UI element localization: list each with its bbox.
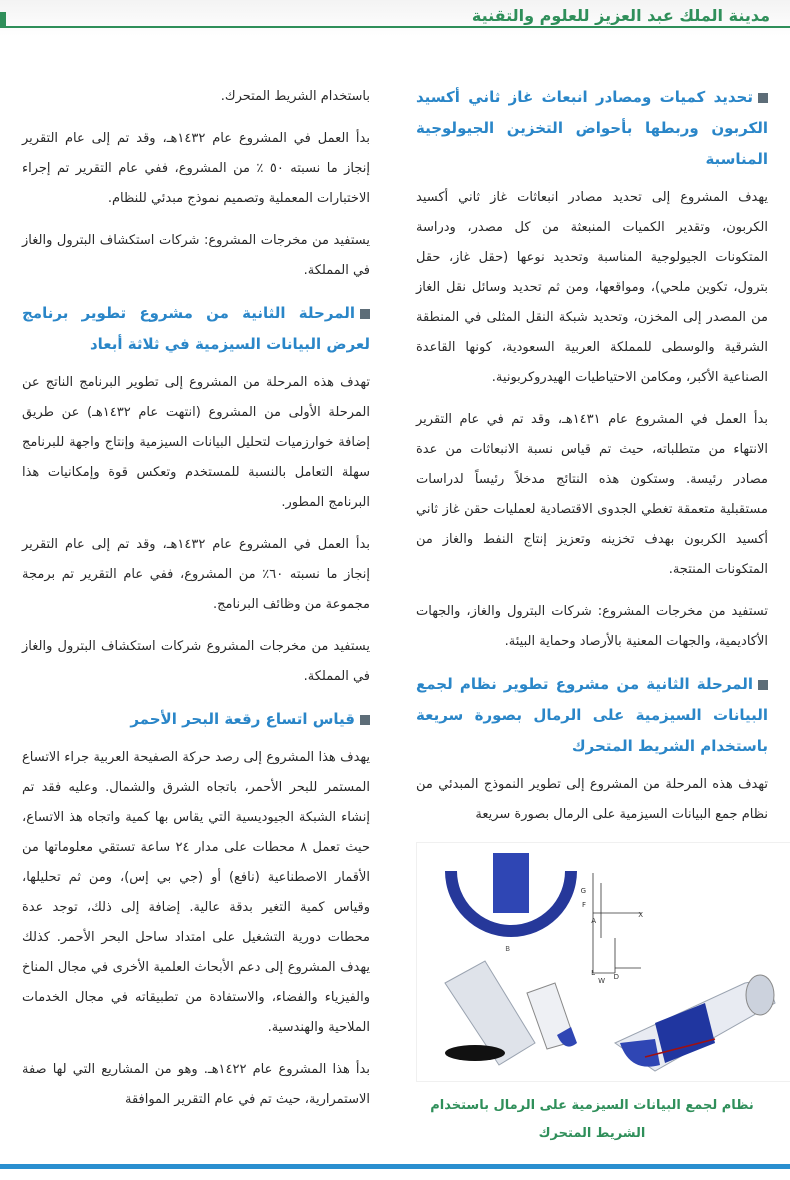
header-accent — [0, 12, 6, 26]
paragraph: بدأ هذا المشروع عام ١٤٢٢هـ. وهو من المشاريع التي لها صفة الاستمرارية، حيث تم في عام التقرير الموافقة — [22, 1062, 370, 1107]
svg-text:W: W — [598, 977, 605, 985]
paragraph: يستفيد من مخرجات المشروع شركات استكشاف البترول والغاز في المملكة. — [22, 639, 370, 684]
header-rule — [0, 26, 790, 28]
svg-text:G: G — [580, 887, 586, 895]
paragraph: يهدف المشروع إلى تحديد مصادر انبعاثات غاز ثاني أكسيد الكربون، وتقدير الكميات المنبعثة من كل مصدر، ودراسة المتكونات الجيولوجية المناسبة وتحديد نوعها (حقل غاز، حقل بترول، تكوين ملحي)، ومواقعها، ومن ثم تحديد وسائل نقل الغاز من المصدر إلى المخزن، وتحديد شبكة النقل المثلى في المنطقة الشرقية والوسطى للمملكة العربية السعودية، كونها القاعدة الصناعية الأكبر، ومكامن الاحتياطيات الهيدروكربونية. — [416, 190, 768, 385]
paragraph: تهدف هذه المرحلة من المشروع إلى تطوير النموذج المبدئي من نظام جمع البيانات السيزمية على الرمال بصورة سريعة — [416, 777, 768, 822]
paragraph: يستفيد من مخرجات المشروع: شركات استكشاف البترول والغاز في المملكة. — [22, 233, 370, 278]
bullet-square-icon — [758, 680, 768, 690]
bullet-square-icon — [360, 309, 370, 319]
paragraph: باستخدام الشريط المتحرك. — [220, 89, 370, 104]
blue-bracket-shape — [655, 1003, 715, 1063]
base-shadow-shape — [445, 1045, 505, 1061]
bullet-square-icon — [758, 93, 768, 103]
paragraph: يهدف هذا المشروع إلى رصد حركة الصفيحة العربية جراء الاتساع المستمر للبحر الأحمر، باتجاه الشرق والشمال. وعليه فقد تم إنشاء الشبكة الجيوديسية التي يقاس بها كمية واتجاه هذ الاتساع، حيث تعمل ٨ محطات على مدار ٢٤ ساعة تستقي معلوماتها من الأقمار الاصطناعية (نافع) أو (جي بي إس)، ومن ثم تحليلها، وقياس كمية التغير بدقة عالية. إضافة إلى ذلك، توجد عدة محطات دورية التشغيل على امتداد ساحل البحر الأحمر. كذلك يهدف المشروع إلى دعم الأبحاث العلمية الأخرى في مجال المناخ والفيزياء والفضاء، والاستفادة من تطبيقاته في مجال الخدمات الملاحية والهندسية. — [22, 750, 370, 1035]
svg-text:A: A — [591, 917, 596, 925]
svg-text:X: X — [638, 911, 643, 919]
left-column — [22, 82, 370, 1127]
svg-text:F: F — [581, 901, 586, 909]
paragraph: بدأ العمل في المشروع عام ١٤٣٢هـ، وقد تم إلى عام التقرير إنجاز ما نسبته ٦٠٪ من المشروع، ففي عام التقرير تم برمجة مجموعة من وظائف البرنامج. — [22, 537, 371, 612]
paragraph: تستفيد من مخرجات المشروع: شركات البترول والغاز، والجهات الأكاديمية، والجهات المعنية بالأرصاد وحماية البيئة. — [416, 604, 768, 649]
header-title: مدينة الملك عبد العزيز للعلوم والتقنية — [471, 6, 770, 25]
svg-text:L: L — [591, 969, 595, 977]
footer-rule — [0, 1164, 790, 1169]
section-heading-3d-seismic: المرحلة الثانية من مشروع تطوير برنامج لعرض البيانات السيزمية في ثلاثة أبعاد — [22, 304, 370, 353]
section-heading-co2: تحديد كميات ومصادر انبعاث غاز ثاني أكسيد الكربون وربطها بأحواض التخزين الجيولوجية المناسبة — [416, 88, 768, 168]
svg-text:D: D — [613, 973, 619, 981]
dimension-lines — [593, 873, 641, 973]
mount-block-shape — [493, 853, 529, 913]
section-heading-red-sea: قياس اتساع رقعة البحر الأحمر — [22, 704, 370, 735]
section-heading-seismic-sand: المرحلة الثانية من مشروع تطوير نظام لجمع البيانات السيزمية على الرمال بصورة سريعة باستخدام الشريط المتحرك — [416, 675, 768, 755]
figure-caption: نظام لجمع البيانات السيزمية على الرمال باستخدام الشريط المتحرك — [430, 1098, 754, 1141]
belt-system-illustration — [415, 843, 790, 1083]
blue-wedge-shape — [620, 1039, 660, 1067]
roller-end-shape — [746, 975, 774, 1015]
svg-text:B: B — [505, 945, 510, 953]
bullet-square-icon — [360, 715, 370, 725]
paragraph: بدأ العمل في المشروع عام ١٤٣١هـ، وقد تم في عام التقرير الانتهاء من متطلباته، حيث تم قياس نسبة الانبعاثات من عدة مصادر رئيسة. وستكون هذه النتائج مدخلاً رئيساً لدراسات مستقبلية متعمقة تغطي الجدوى الاقتصادية لعمليات حقن غاز ثاني أكسيد الكربون بهدف تخزينه وتعزيز إنتاج النفط والغاز من المتكونات المنتجة. — [416, 412, 768, 577]
seismic-belt-figure — [416, 842, 790, 1082]
page-header — [0, 0, 790, 36]
paragraph: بدأ العمل في المشروع عام ١٤٣٢هـ، وقد تم إلى عام التقرير إنجاز ما نسبته ٥٠ ٪ من المشروع، ففي عام التقرير تم إجراء الاختبارات المعملية وتصميم نموذج مبدئي للنظام. — [22, 131, 371, 206]
paragraph: تهدف هذه المرحلة من المشروع إلى تطوير البرنامج الناتج عن المرحلة الأولى من المشروع (انتهت عام ١٤٣٢هـ) عن طريق إضافة خوارزميات لتحليل البيانات السيزمية وإنتاج واجهة للبرنامج سهلة التعامل بالنسبة للمستخدم وتعكس قوة وإمكانيات هذا البرنامج المطور. — [22, 375, 370, 510]
right-column — [416, 82, 768, 1148]
